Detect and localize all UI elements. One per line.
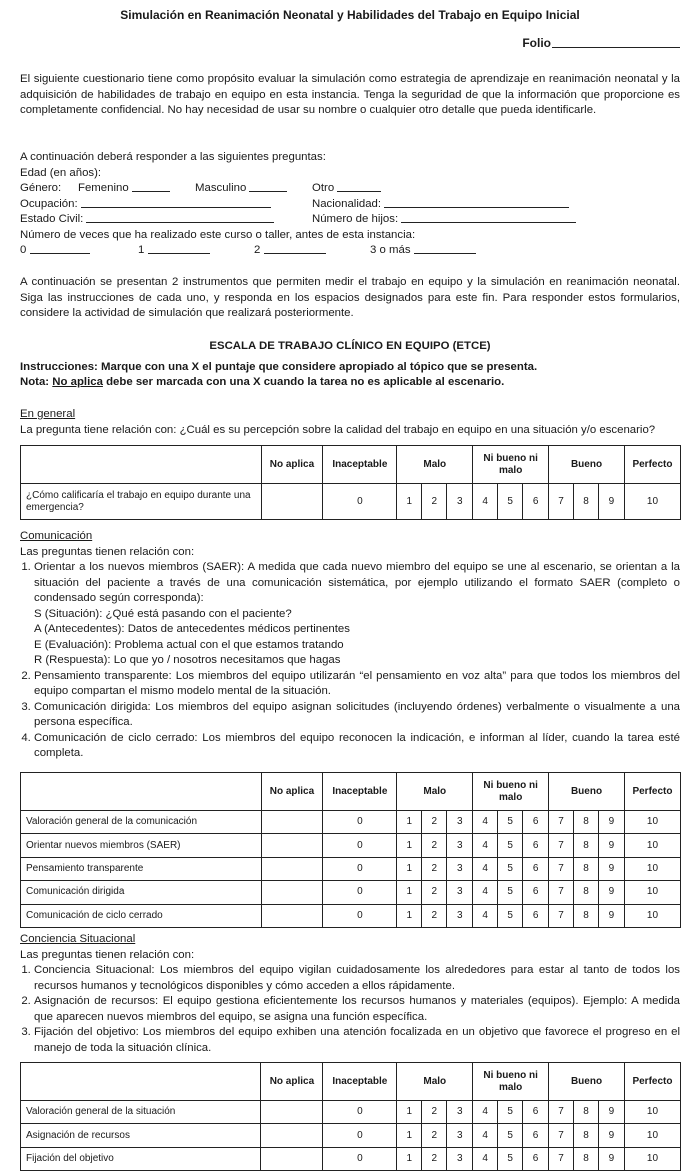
score-cell-1[interactable]: 1 <box>397 1147 422 1170</box>
civil-status-row <box>20 212 680 228</box>
table-header-row <box>21 446 681 484</box>
header-inaceptable: Inaceptable <box>323 773 397 811</box>
saer-line: A (Antecedentes): Datos de antecedentes médicos pertinentes <box>34 623 350 635</box>
communication-item <box>34 560 680 669</box>
score-cell-0[interactable]: 0 <box>323 857 397 880</box>
situational-item <box>34 1025 680 1056</box>
score-cell-8[interactable]: 8 <box>574 811 599 834</box>
no-aplica-cell[interactable] <box>261 484 323 520</box>
score-cell-2[interactable]: 2 <box>422 881 447 904</box>
score-cell-4[interactable]: 4 <box>473 1124 498 1147</box>
score-cell-10[interactable]: 10 <box>624 484 680 520</box>
children-label: Número de hijos: <box>312 213 399 225</box>
score-cell-5[interactable]: 5 <box>498 811 523 834</box>
score-cell-1[interactable]: 1 <box>397 1101 422 1124</box>
score-cell-7[interactable]: 7 <box>549 881 574 904</box>
score-cell-0[interactable]: 0 <box>323 904 397 927</box>
no-aplica-cell[interactable] <box>261 1124 323 1147</box>
row-label: Pensamiento transparente <box>21 857 262 880</box>
table-row <box>21 811 681 834</box>
score-cell-6[interactable]: 6 <box>523 857 549 880</box>
score-cell-6[interactable]: 6 <box>523 811 549 834</box>
score-cell-2[interactable]: 2 <box>422 1124 447 1147</box>
score-cell-7[interactable]: 7 <box>549 811 574 834</box>
times-option-2: 2 <box>254 244 261 256</box>
communication-section <box>20 529 680 762</box>
score-cell-5[interactable]: 5 <box>498 1124 523 1147</box>
occupation-input[interactable] <box>81 197 271 208</box>
score-cell-9[interactable]: 9 <box>598 834 624 857</box>
gender-label: Género: <box>20 182 62 194</box>
times-option-0: 0 <box>20 244 27 256</box>
situational-list <box>20 963 680 1056</box>
communication-heading: Comunicación <box>20 530 93 542</box>
situational-item-text: Asignación de recursos: El equipo gestiona eficientemente los recursos humanos y materiales (equipos). Ejemplo: A medida que aparecen nuevos miembros del equipo, se asigna una función específica. <box>34 995 680 1023</box>
score-cell-4[interactable]: 4 <box>473 834 498 857</box>
score-cell-3[interactable]: 3 <box>447 1124 473 1147</box>
occupation-row <box>20 197 680 213</box>
situational-table <box>20 1062 681 1171</box>
score-cell-8[interactable]: 8 <box>574 881 599 904</box>
score-cell-5[interactable]: 5 <box>498 1147 523 1170</box>
table-row <box>21 881 681 904</box>
row-label: Comunicación dirigida <box>21 881 262 904</box>
situational-item <box>34 994 680 1025</box>
score-cell-0[interactable]: 0 <box>323 834 397 857</box>
score-cell-10[interactable]: 10 <box>624 1147 680 1170</box>
communication-table <box>20 772 681 928</box>
score-cell-0[interactable]: 0 <box>323 881 397 904</box>
score-cell-3[interactable]: 3 <box>447 881 473 904</box>
occupation-label: Ocupación: <box>20 197 78 210</box>
score-cell-9[interactable]: 9 <box>598 1124 624 1147</box>
score-cell-5[interactable]: 5 <box>498 881 523 904</box>
score-cell-6[interactable]: 6 <box>523 1124 549 1147</box>
score-cell-2[interactable]: 2 <box>422 834 447 857</box>
header-empty-cell <box>21 1063 261 1101</box>
score-cell-7[interactable]: 7 <box>549 484 574 520</box>
general-section <box>20 407 680 438</box>
score-cell-10[interactable]: 10 <box>624 834 680 857</box>
score-cell-10[interactable]: 10 <box>624 811 680 834</box>
score-cell-3[interactable]: 3 <box>447 834 473 857</box>
score-cell-6[interactable]: 6 <box>523 904 549 927</box>
situational-section <box>20 932 680 1056</box>
times-input-3[interactable] <box>414 243 476 254</box>
score-cell-7[interactable]: 7 <box>549 1147 574 1170</box>
score-cell-2[interactable]: 2 <box>422 484 447 520</box>
header-ni-bueno-ni-malo: Ni bueno ni malo <box>473 773 549 811</box>
score-cell-2[interactable]: 2 <box>422 811 447 834</box>
folio-label: Folio <box>522 36 551 50</box>
times-option-1: 1 <box>138 244 145 256</box>
communication-item <box>34 731 680 762</box>
score-cell-5[interactable]: 5 <box>498 1101 523 1124</box>
score-cell-0[interactable]: 0 <box>323 1124 397 1147</box>
form-title: Simulación en Reanimación Neonatal y Habilidades del Trabajo en Equipo Inicial <box>120 8 580 22</box>
score-cell-6[interactable]: 6 <box>523 484 549 520</box>
header-perfecto: Perfecto <box>624 773 680 811</box>
score-cell-10[interactable]: 10 <box>624 1124 680 1147</box>
score-cell-10[interactable]: 10 <box>624 857 680 880</box>
header-bueno: Bueno <box>549 773 625 811</box>
note-underlined: No aplica <box>52 376 103 388</box>
score-cell-7[interactable]: 7 <box>549 1101 574 1124</box>
header-bueno: Bueno <box>549 446 625 484</box>
note-rest: debe ser marcada con una X cuando la tarea no es aplicable al escenario. <box>102 376 505 388</box>
communication-item-text: Comunicación dirigida: Los miembros del equipo asignan solicitudes (incluyendo órdenes) verbalmente o visualmente a una persona específica. <box>34 700 680 728</box>
table-row <box>21 484 681 520</box>
score-cell-7[interactable]: 7 <box>549 857 574 880</box>
row-label: Asignación de recursos <box>21 1124 261 1147</box>
header-malo: Malo <box>397 446 473 484</box>
score-cell-0[interactable]: 0 <box>323 484 397 520</box>
situational-item-text: Fijación del objetivo: Los miembros del equipo exhiben una atención focalizada en un objetivo que favorece el progreso en el manejo de toda la situación clínica. <box>34 1026 680 1054</box>
score-cell-1[interactable]: 1 <box>397 811 422 834</box>
female-input[interactable] <box>132 181 170 192</box>
communication-item-text: Pensamiento transparente: Los miembros del equipo utilizarán “el pensamiento en voz alta” para que todos los miembros del equipo compartan el mismo modelo mental de la situación. <box>34 669 680 697</box>
no-aplica-cell[interactable] <box>261 1147 323 1170</box>
score-cell-4[interactable]: 4 <box>473 881 498 904</box>
score-cell-1[interactable]: 1 <box>397 484 422 520</box>
other-input[interactable] <box>337 181 381 192</box>
times-input-2[interactable] <box>264 243 326 254</box>
row-label: Fijación del objetivo <box>21 1147 261 1170</box>
score-cell-0[interactable]: 0 <box>323 811 397 834</box>
nationality-input[interactable] <box>384 197 569 208</box>
saer-line: R (Respuesta): Lo que yo / nosotros necesitamos que hagas <box>34 654 341 666</box>
header-bueno: Bueno <box>549 1063 625 1101</box>
score-cell-8[interactable]: 8 <box>574 1147 599 1170</box>
score-cell-5[interactable]: 5 <box>498 484 523 520</box>
saer-line: E (Evaluación): Problema actual con el que estamos tratando <box>34 638 344 651</box>
times-input-0[interactable] <box>30 243 90 254</box>
score-cell-4[interactable]: 4 <box>473 811 498 834</box>
score-cell-3[interactable]: 3 <box>447 484 473 520</box>
score-cell-9[interactable]: 9 <box>598 1147 624 1170</box>
header-empty-cell <box>21 446 262 484</box>
score-cell-9[interactable]: 9 <box>598 811 624 834</box>
score-cell-10[interactable]: 10 <box>624 881 680 904</box>
score-cell-1[interactable]: 1 <box>397 1124 422 1147</box>
no-aplica-cell[interactable] <box>261 857 323 880</box>
saer-line: S (Situación): ¿Qué está pasando con el paciente? <box>34 607 292 620</box>
row-label: Valoración general de la comunicación <box>21 811 262 834</box>
instruments-intro: A continuación se presentan 2 instrumentos que permiten medir el trabajo en equipo y la simulación en reanimación neonatal. Siga las instrucciones de cada uno, y responda en los espacios designados para este fin. Para responder estos formularios, considere la actividad de simulación que realizará posteriormente. <box>20 276 680 319</box>
female-label: Femenino <box>78 182 129 194</box>
score-cell-1[interactable]: 1 <box>397 881 422 904</box>
other-label: Otro <box>312 182 335 194</box>
score-cell-3[interactable]: 3 <box>447 811 473 834</box>
note <box>20 375 680 391</box>
score-cell-2[interactable]: 2 <box>422 857 447 880</box>
header-perfecto: Perfecto <box>624 446 680 484</box>
score-cell-4[interactable]: 4 <box>473 1147 498 1170</box>
demographics-lead: A continuación deberá responder a las siguientes preguntas: <box>20 151 326 163</box>
communication-item-text: Comunicación de ciclo cerrado: Los miembros del equipo reconocen la indicación, e informan al líder, cuando la tarea esté completa. <box>34 731 680 759</box>
communication-lead: Las preguntas tienen relación con: <box>20 545 195 558</box>
general-table <box>20 445 681 520</box>
gender-row <box>20 181 680 197</box>
score-cell-2[interactable]: 2 <box>422 904 447 927</box>
row-label: ¿Cómo calificaría el trabajo en equipo durante una emergencia? <box>21 484 262 520</box>
header-empty-cell <box>21 773 262 811</box>
score-cell-4[interactable]: 4 <box>473 904 498 927</box>
score-cell-1[interactable]: 1 <box>397 834 422 857</box>
no-aplica-cell[interactable] <box>261 881 323 904</box>
score-cell-9[interactable]: 9 <box>598 484 624 520</box>
score-cell-3[interactable]: 3 <box>447 904 473 927</box>
folio-input[interactable] <box>552 36 680 48</box>
header-ni-bueno-ni-malo: Ni bueno ni malo <box>473 446 549 484</box>
no-aplica-cell[interactable] <box>261 811 323 834</box>
table-row <box>21 904 681 927</box>
row-label: Comunicación de ciclo cerrado <box>21 904 262 927</box>
male-label: Masculino <box>195 182 247 194</box>
no-aplica-cell[interactable] <box>261 904 323 927</box>
situational-heading: Conciencia Situacional <box>20 933 136 945</box>
score-cell-7[interactable]: 7 <box>549 1124 574 1147</box>
situational-item <box>34 963 680 994</box>
communication-item-text: Orientar a los nuevos miembros (SAER): A medida que cada nuevo miembro del equipo se une al escenario, se orientan a la situación del paciente a través de una comunicación sistemática, por ejemplo utilizando el formato SAER (completo o condensado según corresponda): <box>34 561 680 604</box>
score-cell-7[interactable]: 7 <box>549 904 574 927</box>
folio-field <box>20 36 680 52</box>
score-cell-4[interactable]: 4 <box>473 1101 498 1124</box>
header-no-aplica: No aplica <box>261 1063 323 1101</box>
score-cell-6[interactable]: 6 <box>523 1147 549 1170</box>
table-row <box>21 1147 681 1170</box>
male-input[interactable] <box>249 181 287 192</box>
score-cell-5[interactable]: 5 <box>498 904 523 927</box>
row-label: Orientar nuevos miembros (SAER) <box>21 834 262 857</box>
score-cell-3[interactable]: 3 <box>447 1101 473 1124</box>
score-cell-10[interactable]: 10 <box>624 1101 680 1124</box>
communication-item <box>34 700 680 731</box>
header-perfecto: Perfecto <box>624 1063 680 1101</box>
score-cell-8[interactable]: 8 <box>574 1124 599 1147</box>
header-no-aplica: No aplica <box>261 446 323 484</box>
intro-paragraph: El siguiente cuestionario tiene como propósito evaluar la simulación como estrategia de aprendizaje en reanimación neonatal y la adquisición de habilidades de trabajo en equipo en esta instancia. Tenga la seguridad de que la información que proporcione es completamente confidencial. No hay necesidad de usar su nombre o cualquier otro detalle que pueda identificarle. <box>20 73 680 116</box>
times-options-row <box>20 243 680 259</box>
score-cell-10[interactable]: 10 <box>624 904 680 927</box>
score-cell-8[interactable]: 8 <box>574 1101 599 1124</box>
score-cell-9[interactable]: 9 <box>598 881 624 904</box>
situational-item-text: Conciencia Situacional: Los miembros del equipo vigilan cuidadosamente los alrededores para estar al tanto de todos los recursos humanos y tecnológicos disponibles y cómo acceden a ellos rápidamente. <box>34 964 680 992</box>
score-cell-8[interactable]: 8 <box>574 904 599 927</box>
score-cell-1[interactable]: 1 <box>397 857 422 880</box>
note-prefix: Nota: <box>20 376 53 388</box>
score-cell-6[interactable]: 6 <box>523 834 549 857</box>
header-no-aplica: No aplica <box>261 773 323 811</box>
score-cell-6[interactable]: 6 <box>523 881 549 904</box>
header-ni-bueno-ni-malo: Ni bueno ni malo <box>473 1063 549 1101</box>
score-cell-8[interactable]: 8 <box>574 857 599 880</box>
civil-status-input[interactable] <box>86 212 274 223</box>
score-cell-2[interactable]: 2 <box>422 1101 447 1124</box>
row-label: Valoración general de la situación <box>21 1101 261 1124</box>
score-cell-1[interactable]: 1 <box>397 904 422 927</box>
table-row <box>21 834 681 857</box>
score-cell-3[interactable]: 3 <box>447 1147 473 1170</box>
times-question: Número de veces que ha realizado este curso o taller, antes de esta instancia: <box>20 228 416 241</box>
score-cell-7[interactable]: 7 <box>549 834 574 857</box>
score-cell-5[interactable]: 5 <box>498 834 523 857</box>
score-cell-8[interactable]: 8 <box>574 834 599 857</box>
age-label: Edad (en años): <box>20 166 102 179</box>
times-option-3: 3 o más <box>370 244 411 256</box>
score-cell-0[interactable]: 0 <box>323 1101 397 1124</box>
general-question: La pregunta tiene relación con: ¿Cuál es su percepción sobre la calidad del trabajo en equipo en una situación y/o escenario? <box>20 423 656 436</box>
nationality-label: Nacionalidad: <box>312 197 382 210</box>
situational-lead: Las preguntas tienen relación con: <box>20 948 195 961</box>
score-cell-0[interactable]: 0 <box>323 1147 397 1170</box>
no-aplica-cell[interactable] <box>261 834 323 857</box>
header-inaceptable: Inaceptable <box>323 1063 397 1101</box>
header-malo: Malo <box>397 773 473 811</box>
score-cell-4[interactable]: 4 <box>473 484 498 520</box>
table-row <box>21 857 681 880</box>
communication-item <box>34 669 680 700</box>
score-cell-3[interactable]: 3 <box>447 857 473 880</box>
children-input[interactable] <box>401 212 576 223</box>
times-input-1[interactable] <box>148 243 210 254</box>
general-heading: En general <box>20 408 76 420</box>
score-cell-9[interactable]: 9 <box>598 904 624 927</box>
scale-title: ESCALA DE TRABAJO CLÍNICO EN EQUIPO (ETCE) <box>209 340 491 352</box>
table-row <box>21 1124 681 1147</box>
score-cell-9[interactable]: 9 <box>598 1101 624 1124</box>
score-cell-4[interactable]: 4 <box>473 857 498 880</box>
score-cell-5[interactable]: 5 <box>498 857 523 880</box>
table-header-row <box>21 1063 681 1101</box>
civil-status-label: Estado Civil: <box>20 213 84 225</box>
score-cell-9[interactable]: 9 <box>598 857 624 880</box>
score-cell-6[interactable]: 6 <box>523 1101 549 1124</box>
header-malo: Malo <box>397 1063 473 1101</box>
score-cell-2[interactable]: 2 <box>422 1147 447 1170</box>
header-inaceptable: Inaceptable <box>323 446 397 484</box>
demographics-section <box>20 150 680 259</box>
communication-list <box>20 560 680 762</box>
table-header-row <box>21 773 681 811</box>
instructions: Instrucciones: Marque con una X el puntaje que considere apropiado al tópico que se presenta. <box>20 361 538 373</box>
score-cell-8[interactable]: 8 <box>574 484 599 520</box>
no-aplica-cell[interactable] <box>261 1101 323 1124</box>
table-row <box>21 1101 681 1124</box>
